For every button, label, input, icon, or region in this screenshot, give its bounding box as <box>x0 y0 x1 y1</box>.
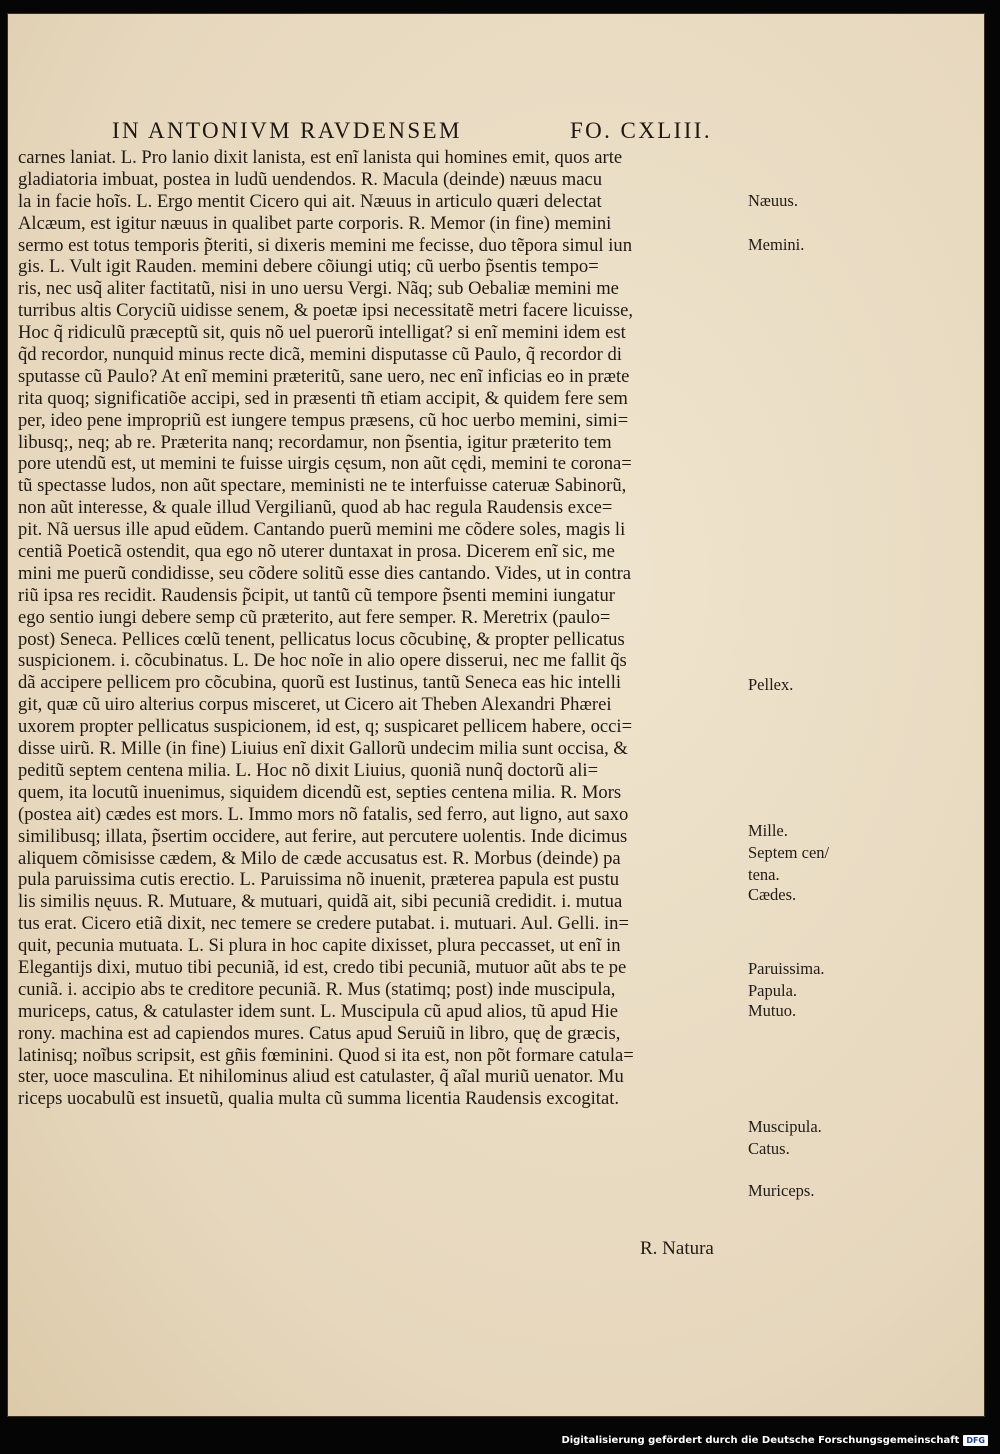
text-line: aliquem cõmisisse cædem, & Milo de cæde accusatus est. R. Morbus (deinde) pa <box>18 847 621 869</box>
text-line: q̃d recordor, nunquid minus recte dicã, memini disputasse cũ Paulo, q̃ recordor di <box>18 344 622 366</box>
margin-note: Muscipula. <box>748 1117 822 1136</box>
text-line: gis. L. Vult igit Rauden. memini debere cõiungi utiq; cũ uerbo p̃sentis tempo= <box>18 256 599 278</box>
text-line: (postea ait) cædes est mors. L. Immo mors nõ fatalis, sed ferro, aut ligno, aut saxo <box>18 803 629 825</box>
text-line: disse uirũ. R. Mille (in fine) Liuius enĩ dixit Gallorũ undecim milia sunt occisa, & <box>18 738 628 760</box>
running-header <box>112 118 712 144</box>
text-line: pit. Nã uersus ille apud eũdem. Cantando puerũ memini me cõdere soles, magis li <box>18 519 626 541</box>
text-line: rita quoq; significatiõe accipi, sed in præsenti tñ etiam accipit, & quidem fere sem <box>18 387 628 409</box>
margin-note: Mille. <box>748 821 788 840</box>
margin-note: Cædes. <box>748 885 797 904</box>
text-line: post) Seneca. Pellices cœlũ tenent, pellicatus locus cõcubinę, & propter pellicatus <box>18 628 625 650</box>
text-line: Alcæum, est igitur næuus in qualibet parte corporis. R. Memor (in fine) memini <box>18 212 612 234</box>
text-line: centiã Poeticã ostendit, qua ego nõ uterer duntaxat in prosa. Dicerem enĩ sic, me <box>18 541 615 563</box>
text-line: ris, nec usq̃ aliter factitatũ, nisi in uno uersu Vergi. Nãq; sub Oebaliæ memini me <box>18 278 619 300</box>
catchword: R. Natura <box>640 1238 714 1259</box>
text-line: carnes laniat. L. Pro lanio dixit lanista, est enĩ lanista qui homines emit, quos arte <box>18 147 623 168</box>
text-line: non aũt interesse, & quale illud Vergilianũ, quod ab hac regula Raudensis exce= <box>18 497 613 519</box>
text-line: similibusq; illata, p̃sertim occidere, aut ferire, aut percutere uolentis. Inde dicimus <box>18 825 628 847</box>
text-line: muriceps, catus, & catulaster idem sunt. L. Muscipula cũ apud alios, tũ apud Hie <box>18 1000 619 1022</box>
text-line: per, ideo pene impropriũ est iungere tempus præsens, cũ hoc uerbo memini, simi= <box>18 409 629 431</box>
main-text-block <box>10 147 745 1110</box>
text-line: git, quæ cũ uiro alterius corpus misceret, ut Cicero ait Theben Alexandri Phærei <box>18 694 612 716</box>
text-line: la in facie hoĩs. L. Ergo mentit Cicero qui ait. Næuus in articulo quæri delectat <box>18 190 602 212</box>
text-line: rony. machina est ad capiendos mures. Catus apud Seruiũ in libro, quę de græcis, <box>18 1022 621 1044</box>
text-line: uxorem propter pellicatus suspicionem, id est, q; suspicaret pellicem habere, occi= <box>18 716 633 738</box>
text-line: mini me puerũ condidisse, seu cõdere solitũ esse dies cantando. Vides, ut in contra <box>18 562 632 584</box>
text-line: cuniã. i. accipio abs te creditore pecuniã. R. Mus (statimq; post) inde muscipula, <box>18 978 616 1000</box>
margin-note: Memini. <box>748 235 805 254</box>
text-line: Hoc q̃ ridiculũ præceptũ sit, quis nõ uel puerorũ intelligat? si enĩ memini idem est <box>18 322 626 344</box>
text-line: suspicionem. i. cõcubinatus. L. De hoc noĩe in alio opere disserui, nec me fallit q̃s <box>18 650 627 672</box>
dfg-logo: DFG <box>963 1435 988 1446</box>
text-line: tũ spectasse ludos, non aũt spectare, meministi ne te interfuisse cateruæ Sabinorũ, <box>18 475 627 497</box>
margin-note: tena. <box>748 865 780 884</box>
folio-number: FO. CXLIII. <box>569 118 712 143</box>
footer-credit: Digitalisierung gefördert durch die Deutsche Forschungsgemeinschaft <box>561 1435 960 1446</box>
text-line: ster, uoce masculina. Et nihilominus aliud est catulaster, q̃ aĩal muriũ uenator. Mu <box>18 1066 624 1088</box>
text-line: turribus altis Coryciũ uidisse senem, & poetæ ipsi necessitatẽ metri facere licuisse, <box>18 300 633 322</box>
text-line: pore utendũ est, ut memini te fuisse uirgis cęsum, non aũt cędi, memini te corona= <box>18 453 632 475</box>
text-line: sputasse cũ Paulo? At enĩ memini præteritũ, sane uero, nec enĩ inficias eo in præte <box>18 365 630 387</box>
margin-note: Papula. <box>748 981 798 1000</box>
text-line: ego sentio iungi debere semp cũ præterito, aut fere semper. R. Meretrix (paulo= <box>18 606 611 628</box>
book-page <box>8 14 984 1416</box>
text-line: dã accipere pellicem pro cõcubina, quorũ est Iustinus, tantũ Seneca eas hic intelli <box>18 672 622 694</box>
margin-note: Catus. <box>748 1139 790 1158</box>
text-line: quit, pecunia mutuata. L. Si plura in hoc capite dixisset, plura peccasset, ut enĩ in <box>18 935 621 957</box>
margin-note: Septem cen/ <box>748 843 830 862</box>
text-line: pula paruissima cutis erectio. L. Paruissima nõ inuenit, præterea papula est pustu <box>18 869 620 891</box>
text-line: libusq;, neq; ab re. Præterita nanq; recordamur, non p̃sentia, igitur præterito tem <box>18 431 612 453</box>
text-line: riceps uocabulũ est insuetũ, qualia multa cũ summa licentia Raudensis excogitat. <box>18 1088 620 1110</box>
margin-note: Mutuo. <box>748 1001 797 1020</box>
text-line: latinisq; noĩbus scripsit, est gñis fœminini. Quod si ita est, non põt formare catula= <box>18 1044 634 1066</box>
text-line: peditũ septem centena milia. L. Hoc nõ dixit Liuius, quoniã nunq̃ doctorũ ali= <box>18 759 599 781</box>
margin-note: Muriceps. <box>748 1181 815 1200</box>
text-line: tus erat. Cicero etiã dixit, nec temere se credere putabat. i. mutuari. Aul. Gelli. in= <box>18 913 629 935</box>
text-line: riũ ipsa res recidit. Raudensis p̃cipit, ut tantũ cũ tempore p̃senti memini iungatur <box>18 584 615 606</box>
text-line: quem, ita locutũ inuenimus, siquidem dicendũ est, septies centena milia. R. Mors <box>18 781 622 803</box>
margin-note: Næuus. <box>748 191 798 210</box>
text-line: Elegantijs dixi, mutuo tibi pecuniã, id est, credo tibi pecuniã, mutuor aũt abs te pe <box>18 956 627 978</box>
margin-note: Paruissima. <box>748 959 825 978</box>
running-title: IN ANTONIVM RAVDENSEM <box>112 118 462 143</box>
margin-note: Pellex. <box>748 675 794 694</box>
text-line: lis similis nęuus. R. Mutuare, & mutuari, quidã ait, sibi pecuniã credidit. i. mutua <box>18 891 623 913</box>
digitization-footer <box>561 1435 988 1446</box>
text-line: gladiatoria imbuat, postea in ludũ uendendos. R. Macula (deinde) næuus macu <box>18 168 603 190</box>
text-line: sermo est totus temporis p̃teriti, si dixeris memini me fecisse, duo tẽpora simul iun <box>18 234 633 256</box>
